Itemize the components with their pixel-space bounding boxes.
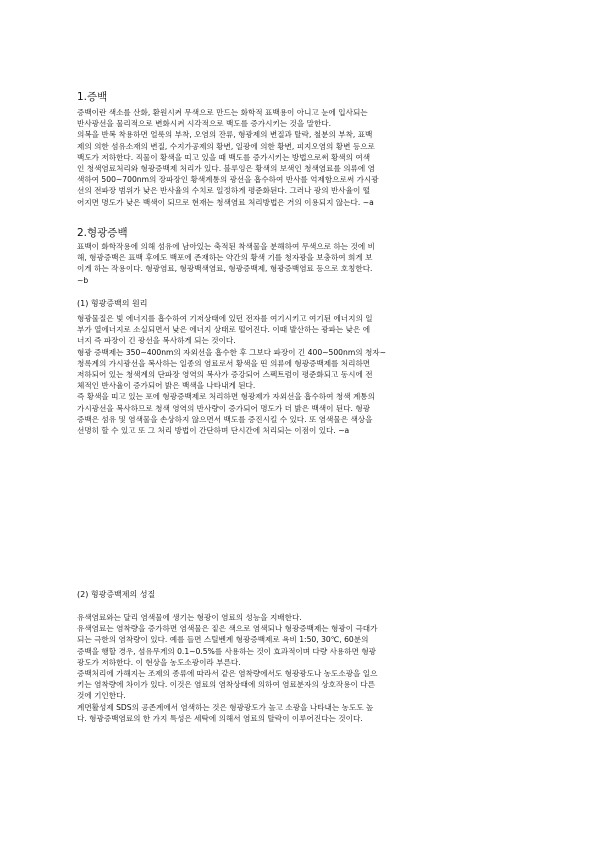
text-line: 어지면 명도가 낮은 백색이 되므로 현재는 청색염료 처리방법은 거의 이용되지 않는다. ~a [77,197,374,207]
text-line: 되는 극한의 염착량이 있다. 예를 들면 스틸벤계 형광증백제로 욕비 1:50, 30℃, 60분의 [77,635,369,645]
text-line: 너지 즉 파장이 긴 광선을 복사하게 되는 것이다. [77,336,236,346]
text-line: 가시광선을 복사하므로 청색 영역의 반사량이 증가되어 명도가 더 밝은 백색이 된다. 형광 [77,403,371,413]
text-line: 부가 열에너지로 소실되면서 낮은 에너지 상태로 떨어진다. 이때 발산하는 광파는 낮은 에 [77,325,371,335]
paragraph-properties [77,612,518,724]
text-line: 증백처리에 가해지는 조제의 종류에 따라서 같은 염착량에서도 형광광도나 농도소광을 일으 [77,669,378,679]
text-line: 제의 의한 섬유소재의 변질, 수지가공제의 황변, 일광에 의한 황변, 피지오염의 황변 등으로 [77,141,375,151]
text-line: 증백은 섬유 및 염색물을 손상하지 않으면서 백도를 증진시킬 수 있다. 또 염색물은 색상을 [77,414,373,424]
text-line: 다. 형광증백염료의 한 가지 특성은 세탁에 의해서 염료의 탈락이 이루어진다는 것이다. [77,713,363,723]
text-line: ~b [77,275,89,285]
text-line: 증백이란 색소를 산화, 환원시켜 무색으로 만드는 화학적 표백용이 아니고 눈에 입사되는 [77,108,368,117]
paragraph-principle [77,313,518,436]
paragraph-fluorescent-whitening [77,241,518,286]
text-line: 것에 기인한다. [77,691,126,701]
text-line: 형광 증백제는 350~400nm의 자외선을 흡수한 후 그보다 파장이 긴 400~500nm의 청자~ [77,347,387,357]
text-line: 선명히 할 수 있고 또 그 처리 방법이 간단하며 단시간에 처리되는 이점이 있다. ~a [77,426,350,436]
text-line: 즉 황색을 띠고 있는 포에 형광증백제로 처리하면 형광제가 자외선을 흡수하여 청색 계통의 [77,392,375,402]
text-line: 이게 하는 작용이다. 형광염료, 형광백색염료, 형광증백제, 형광증백염료 등으로 호칭한다. [77,264,373,274]
text-line: 인 청색염료처리와 형광증백제 처리가 있다. 블루잉은 황색의 보색인 청색염료를 의류에 염 [77,164,375,174]
text-line: 유색염료는 염착량을 증가하면 염색물은 짙은 색으로 염색되나 형광증백제는 형광이 극대가 [77,624,378,634]
text-line: 계면활성제 SDS의 공존계에서 염색하는 것은 형광광도가 높고 소광을 나타내는 농도도 높 [77,702,374,712]
text-line: 표백이 화학작용에 의해 섬유에 남아있는 축적된 착색물을 분해하여 무색으로 하는 것에 비 [77,242,375,251]
text-line: 선의 전파장 범위가 낮은 반사율의 수치로 일정하게 평준화된다. 그러나 광의 반사율이 떨 [77,186,371,196]
text-line: 체적인 반사율이 증가되어 밝은 백색을 나타내게 된다. [77,381,256,391]
text-line: 유색염료와는 달리 염색물에 생기는 형광이 염료의 성능을 지배한다. [77,613,302,622]
paragraph-whitening [77,107,518,208]
text-line: 광도가 저하한다. 이 현상을 농도소광이라 부른다. [77,657,241,667]
text-line: 색하여 500~700nm의 장파장인 황색계통의 광선을 흡수하여 반사를 억제함으로써 가시광 [77,175,379,185]
text-line: 키는 염착량에 차이가 있다. 이것은 염료의 염착상태에 의하여 염료분자의 상호작용이 다른 [77,680,375,690]
text-line: 형광물질은 빛 에너지를 흡수하여 기저상태에 있던 전자를 여기시키고 여기된 에너지의 일 [77,314,373,323]
subheading-principle: (1) 형광증백의 원리 [77,299,148,308]
text-line: 청록계의 가시광선을 복사하는 일종의 염료로서 황색을 띤 의류에 형광증백제를 처리하면 [77,358,371,368]
text-line: 백도가 저하한다. 직물이 황색을 띠고 있을 때 백도를 증가시키는 방법으로써 황색의 여색 [77,152,371,162]
section-heading-fluorescent-whitening: 2.형광증백 [77,227,128,239]
subheading-properties: (2) 형광증백제의 성질 [77,590,156,599]
text-line: 증백을 행할 경우, 섬유무게의 0.1~0.5%를 사용하는 것이 효과적이며 다량 사용하면 형광 [77,646,377,656]
text-line: 반사광선을 물리적으로 변화시켜 시각적으로 백도를 증가시키는 것을 말한다. [77,119,332,129]
section-heading-whitening: 1.증백 [77,91,108,103]
text-line: 저하되어 있는 청색계의 단파장 영역의 복사가 증강되어 스펙트럼이 평준화되고 동시에 전 [77,370,373,380]
text-line: 의복을 반복 착용하면 얼룩의 부착, 오염의 잔류, 형광제의 변질과 탈락, 철분의 부착, 표백 [77,130,373,140]
text-line: 해, 형광증백은 표백 후에도 백포에 존재하는 약간의 황색 기를 청자광을 보충하여 희게 보 [77,253,373,263]
